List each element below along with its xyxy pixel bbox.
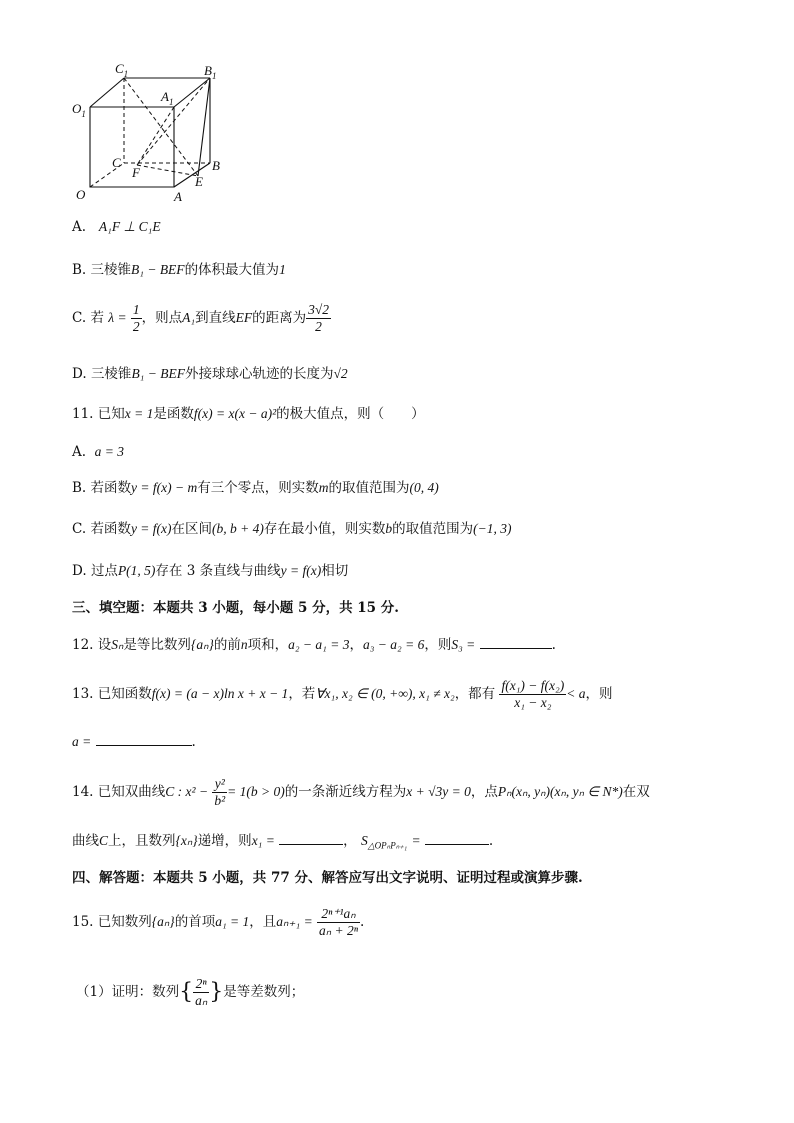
label-b: B [212, 158, 220, 173]
cube-edge-o1-c1 [90, 78, 124, 107]
cube-edge-a1-b1 [174, 78, 210, 107]
q11-option-c: C. 若函数y = f(x)在区间(b, b + 4)存在最小值，则实数b的取值范围为(−1, 3) [72, 521, 512, 537]
label-c1: $C_1$ [115, 61, 129, 79]
q15-stem: 15. 已知数列{aₙ}的首项a₁ = 1，且aₙ₊₁ = $\frac{\text{2ⁿ⁺¹aₙ}}{\text{aₙ + 2ⁿ}}$ . [72, 906, 365, 938]
q10-option-b: B. 三棱锥B₁ − BEF的体积最大值为1 [72, 262, 286, 278]
q10-option-d: D. 三棱锥B₁ − BEF外接球球心轨迹的长度为√2 [72, 366, 348, 382]
q15-part-1: （1）证明：数列{ $\frac{\text{2ⁿ}}{\text{aₙ}}$ }是等差数列； [76, 976, 305, 1008]
label-e: E [195, 174, 203, 189]
label-a: A [174, 189, 182, 204]
cube-segment-f-e [137, 165, 198, 176]
cube-edge-a-b [174, 163, 210, 187]
q13-line1: 13. 已知函数f(x) = (a − x)ln x + x − 1，若∀x₁, x₂ ∈ (0, +∞), x₁ ≠ x₂，都有 $\frac{\text{f(x₁) − f(x₂)}}{\text{x₁ − x₂}}$ < a，则 [72, 678, 613, 710]
q11-option-a: A. a = 3 [72, 444, 125, 460]
label-a1: $A_1$ [161, 89, 174, 107]
q11-option-b: B. 若函数y = f(x) − m有三个零点，则实数m的取值范围为(0, 4) [72, 480, 439, 496]
q10-option-a: A. A₁F ⊥ C₁E [72, 219, 161, 235]
q11-stem: 11. 已知x = 1是函数f(x) = x(x − a)²的极大值点，则（ ） [72, 406, 425, 422]
label-f: F [132, 165, 140, 180]
q14-answer-blank-2[interactable] [425, 844, 489, 845]
cube-figure [70, 55, 230, 205]
label-o: O [76, 187, 86, 202]
q13-line2: a = . [72, 734, 196, 750]
q10-option-c: C. 若 λ = $\frac{1}{2}$ ，则点A₁到直线EF的距离为 $\frac{3√2}{2}$ [72, 302, 329, 334]
q11-option-d: D. 过点P(1, 5)存在 3 条直线与曲线y = f(x)相切 [72, 563, 349, 579]
q13-answer-blank[interactable] [96, 745, 192, 746]
label-c: C [112, 155, 121, 170]
q12-answer-blank[interactable] [480, 648, 552, 649]
cube-segment-b1-e [198, 78, 210, 176]
q14-line1: 14. 已知双曲线C : x² − $\frac{\text{y²}}{\text{b²}}$ = 1(b > 0)的一条渐近线方程为x + √3y = 0，点Pₙ(xₙ, yₙ)(xₙ, yₙ ∈ N*)在双 [72, 776, 650, 808]
section-4-heading: 四、解答题：本题共 5 小题，共 77 分、解答应写出文字说明、证明过程或演算步骤. [72, 870, 583, 886]
q14-answer-blank-1[interactable] [279, 844, 343, 845]
label-b1: $B_1$ [204, 63, 217, 81]
cube-segment-a1-f [137, 107, 174, 165]
section-3-heading: 三、填空题：本题共 3 小题，每小题 5 分，共 15 分. [72, 600, 399, 616]
q14-line2: 曲线C上，且数列{xₙ}递增，则x₁ = ， $S_{\triangle OP_nP_{n+1}}$ = . [72, 833, 494, 851]
q12: 12. 设Sₙ是等比数列{aₙ}的前n项和，a₂ − a₁ = 3，a₃ − a₂ = 6，则S₃ = . [72, 637, 556, 653]
label-o1: $O_1$ [72, 101, 86, 119]
